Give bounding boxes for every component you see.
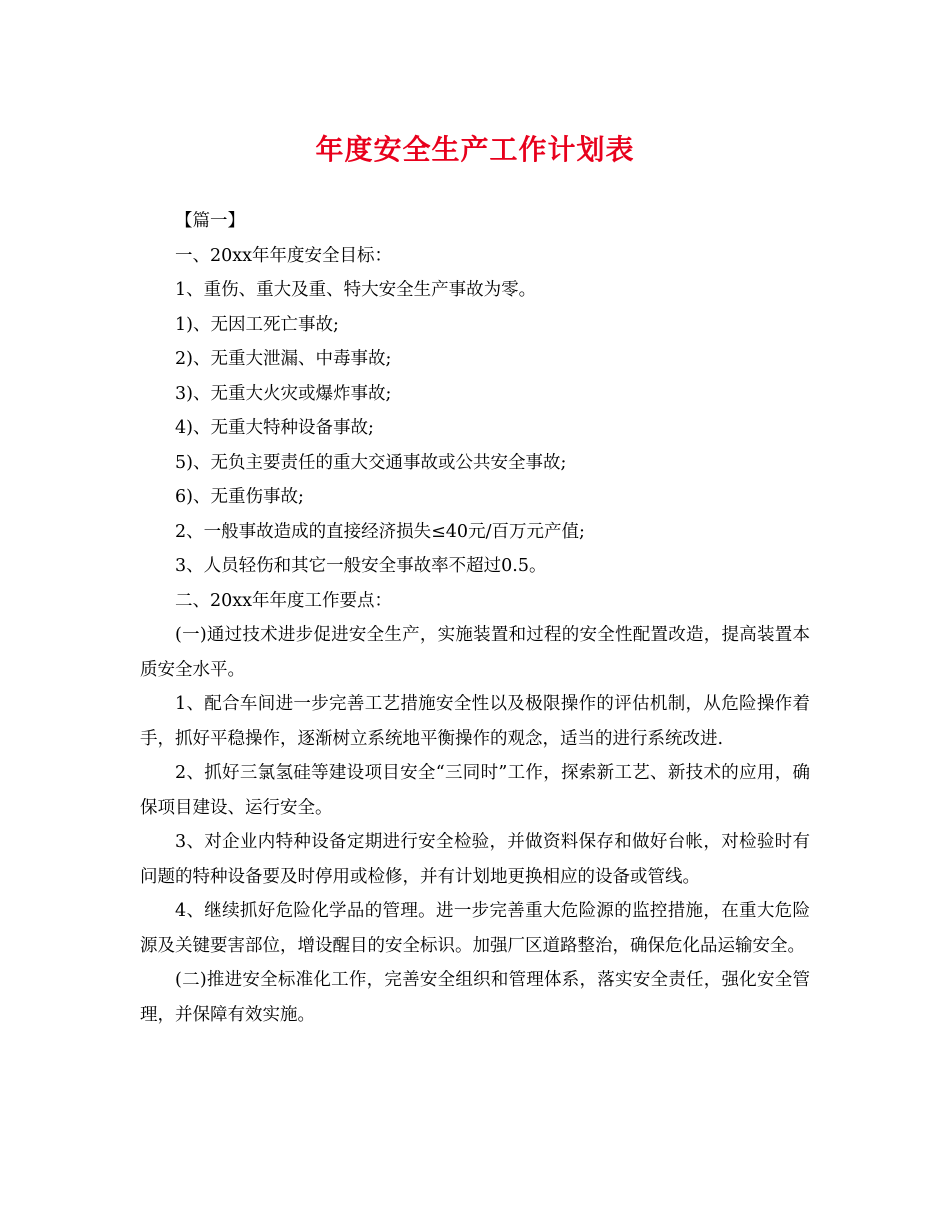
work-point-1-item-2: 2、抓好三氯氢硅等建设项目安全“三同时”工作，探索新工艺、新技术的应用，确保项目建设、运行安全。 — [140, 763, 810, 818]
work-point-1-item-3: 3、对企业内特种设备定期进行安全检验，并做资料保存和做好台帐，对检验时有问题的特种设备要及时停用或检修，并有计划地更换相应的设备或管线。 — [140, 832, 810, 887]
goal-item-2: 2、一般事故造成的直接经济损失≤40元/百万元产值; — [175, 521, 585, 542]
document-title: 年度安全生产工作计划表 — [315, 133, 635, 166]
document-body — [140, 204, 810, 1032]
work-point-1-item-4: 4、继续抓好危险化学品的管理。进一步完善重大危险源的监控措施，在重大危险源及关键要害部位，增设醒目的安全标识。加强厂区道路整治，确保危化品运输安全。 — [140, 901, 810, 956]
goal-subitem-6: 6)、无重伤事故; — [175, 487, 304, 507]
goal-subitem-5: 5)、无负主要责任的重大交通事故或公共安全事故; — [175, 452, 567, 473]
work-point-1-item-1: 1、配合车间进一步完善工艺措施安全性以及极限操作的评估机制，从危险操作着手，抓好平稳操作，逐渐树立系统地平衡操作的观念，适当的进行系统改进. — [140, 694, 810, 749]
section-marker: 【篇一】 — [175, 211, 245, 231]
goal-subitem-3: 3)、无重大火灾或爆炸事故; — [175, 383, 392, 404]
goal-subitem-4: 4)、无重大特种设备事故; — [175, 418, 374, 438]
work-point-1: (一)通过技术进步促进安全生产，实施装置和过程的安全性配置改造，提高装置本质安全水平。 — [140, 625, 810, 680]
heading-work-points: 二、20xx年年度工作要点： — [175, 590, 393, 611]
heading-annual-goals: 一、20xx年年度安全目标： — [175, 245, 393, 266]
work-point-2: (二)推进安全标准化工作，完善安全组织和管理体系，落实安全责任，强化安全管理，并保障有效实施。 — [140, 970, 810, 1025]
goal-subitem-1: 1)、无因工死亡事故; — [175, 314, 339, 335]
goal-item-3: 3、人员轻伤和其它一般安全事故率不超过0.5。 — [175, 556, 547, 576]
goal-subitem-2: 2)、无重大泄漏、中毒事故; — [175, 349, 392, 369]
goal-item-1: 1、重伤、重大及重、特大安全生产事故为零。 — [175, 280, 537, 300]
